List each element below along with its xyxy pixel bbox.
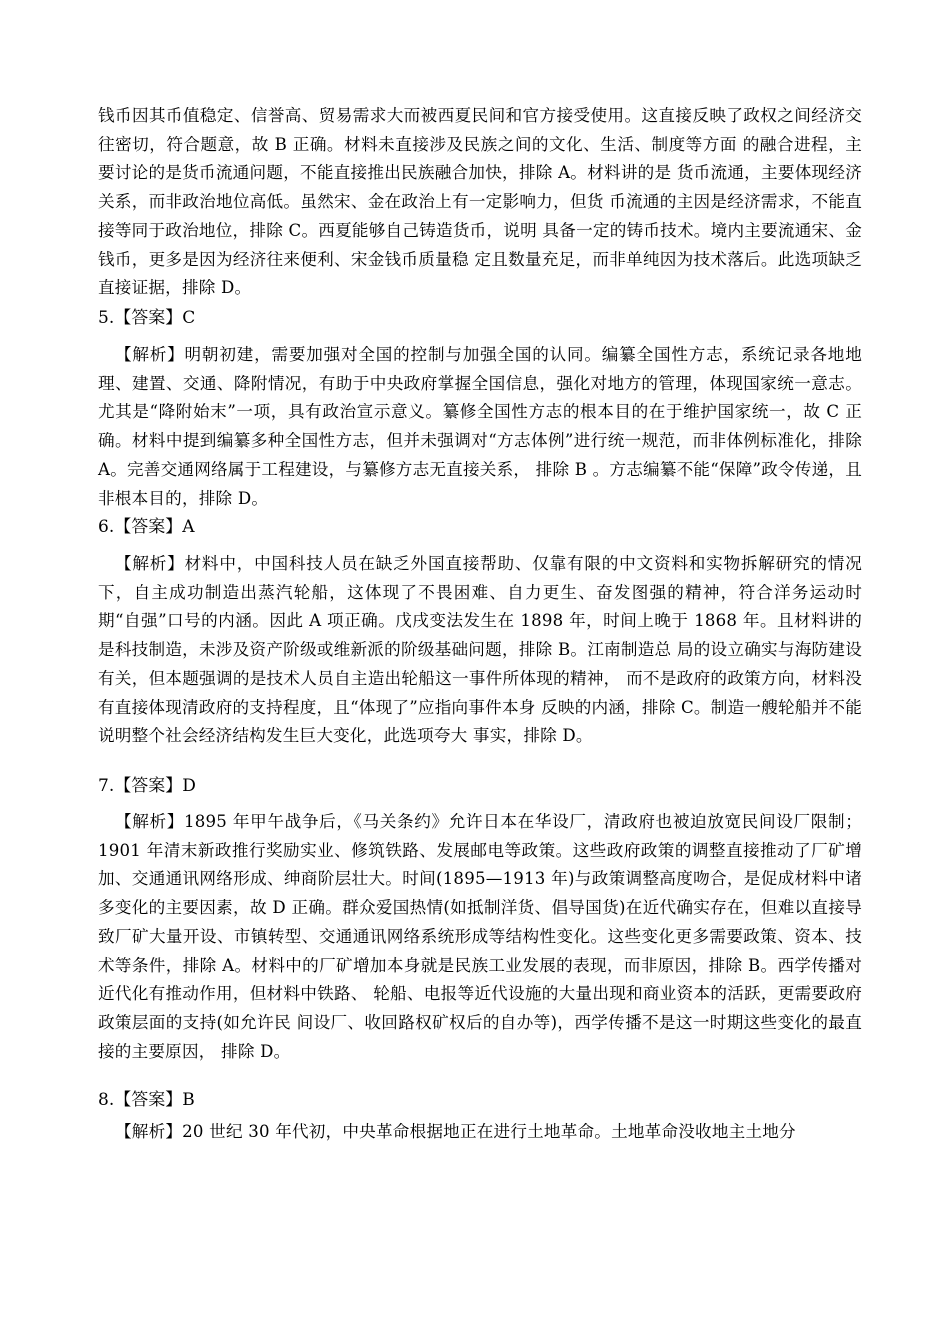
analysis-q5: 【解析】明朝初建，需要加强对全国的控制与加强全国的认同。编纂全国性方志，系统记录各地地理、建置、交通、降附情况，有助于中央政府掌握全国信息，强化对地方的管理，体现国家统一意志。尤其是“降附始末”一项，具有政治宣示意义。纂修全国性方志的根本目的在于维护国家统一，故 C 正确。材料中提到编纂多种全国性方志，但并未强调对“方志体例”进行统一规范，而非体例标准化，排除 A。完善交通网络属于工程建设，与纂修方志无直接关系， 排除 B 。方志编纂不能“保障”政令传递，且非根本目的，排除 D。 xyxy=(98,345,862,508)
analysis-q6: 【解析】材料中，中国科技人员在缺乏外国直接帮助、仅靠有限的中文资料和实物拆解研究的情况下，自主成功制造出蒸汽轮船，这体现了不畏困难、自力更生、奋发图强的精神，符合洋务运动时期“自强”口号的内涵。因此 A 项正确。戊戌变法发生在 1898 年，时间上晚于 1868 年。且材料讲的是科技制造，未涉及资产阶级或维新派的阶级基础问题，排除 B。江南制造总 局的设立确实与海防建设有关，但本题强调的是技术人员自主造出轮船这一事件所体现的精神， 而不是政府的政策方向，材料没有直接体现清政府的支持程度，且“体现了”应指向事件本身 反映的内涵，排除 C。制造一艘轮船并不能说明整个社会经济结构发生巨大变化，此选项夸大 事实，排除 D。 xyxy=(98,554,863,746)
answer-heading-q8: 8.【答案】B xyxy=(98,1090,195,1110)
answer-heading-q7: 7.【答案】D xyxy=(98,776,196,796)
analysis-q8: 【解析】20 世纪 30 年代初，中央革命根据地正在进行土地革命。土地革命没收地主土地分 xyxy=(115,1122,796,1141)
analysis-q7: 【解析】1895 年甲午战争后，《马关条约》允许日本在华设厂，清政府也被迫放宽民间设厂限制；1901 年清末新政推行奖励实业、修筑铁路、发展邮电等政策。这些政府政策的调整直接推动了厂矿增加、交通通讯网络形成、绅商阶层壮大。时间(1895—1913 年)与政策调整高度吻合，是促成材料中诸多变化的主要因素，故 D 正确。群众爱国热情(如抵制洋货、倡导国货)在近代确实存在，但难以直接导致厂矿大量开设、市镇转型、交通通讯网络系统形成等结构性变化。这些变化更多需要政策、资本、技术等条件，排除 A。材料中的厂矿增加本身就是民族工业发展的表现，而非原因，排除 B。西学传播对近代化有推动作用，但材料中铁路、 轮船、电报等近代设施的大量出现和商业资本的活跃，更需要政府政策层面的支持(如允许民 间设厂、收回路权矿权后的自办等)，西学传播不是这一时期这些变化的最直接的主要原因， 排除 D。 xyxy=(98,812,862,1061)
answer-heading-q5: 5.【答案】C xyxy=(98,308,196,328)
answer-heading-q6: 6.【答案】A xyxy=(98,517,195,537)
answer-analysis-continuation: 钱币因其币值稳定、信誉高、贸易需求大而被西夏民间和官方接受使用。这直接反映了政权之间经济交往密切，符合题意，故 B 正确。材料未直接涉及民族之间的文化、生活、制度等方面 的融合进程，主要讨论的是货币流通问题，不能直接推出民族融合加快，排除 A。材料讲的是 货币流通，主要体现经济关系，而非政治地位高低。虽然宋、金在政治上有一定影响力，但货 币流通的主因是经济需求，不能直接等同于政治地位，排除 C。西夏能够自己铸造货币，说明 具备一定的铸币技术。境内主要流通宋、金钱币，更多是因为经济往来便利、宋金钱币质量稳 定且数量充足，而非单纯因为技术落后。此选项缺乏直接证据，排除 D。 xyxy=(98,106,862,298)
